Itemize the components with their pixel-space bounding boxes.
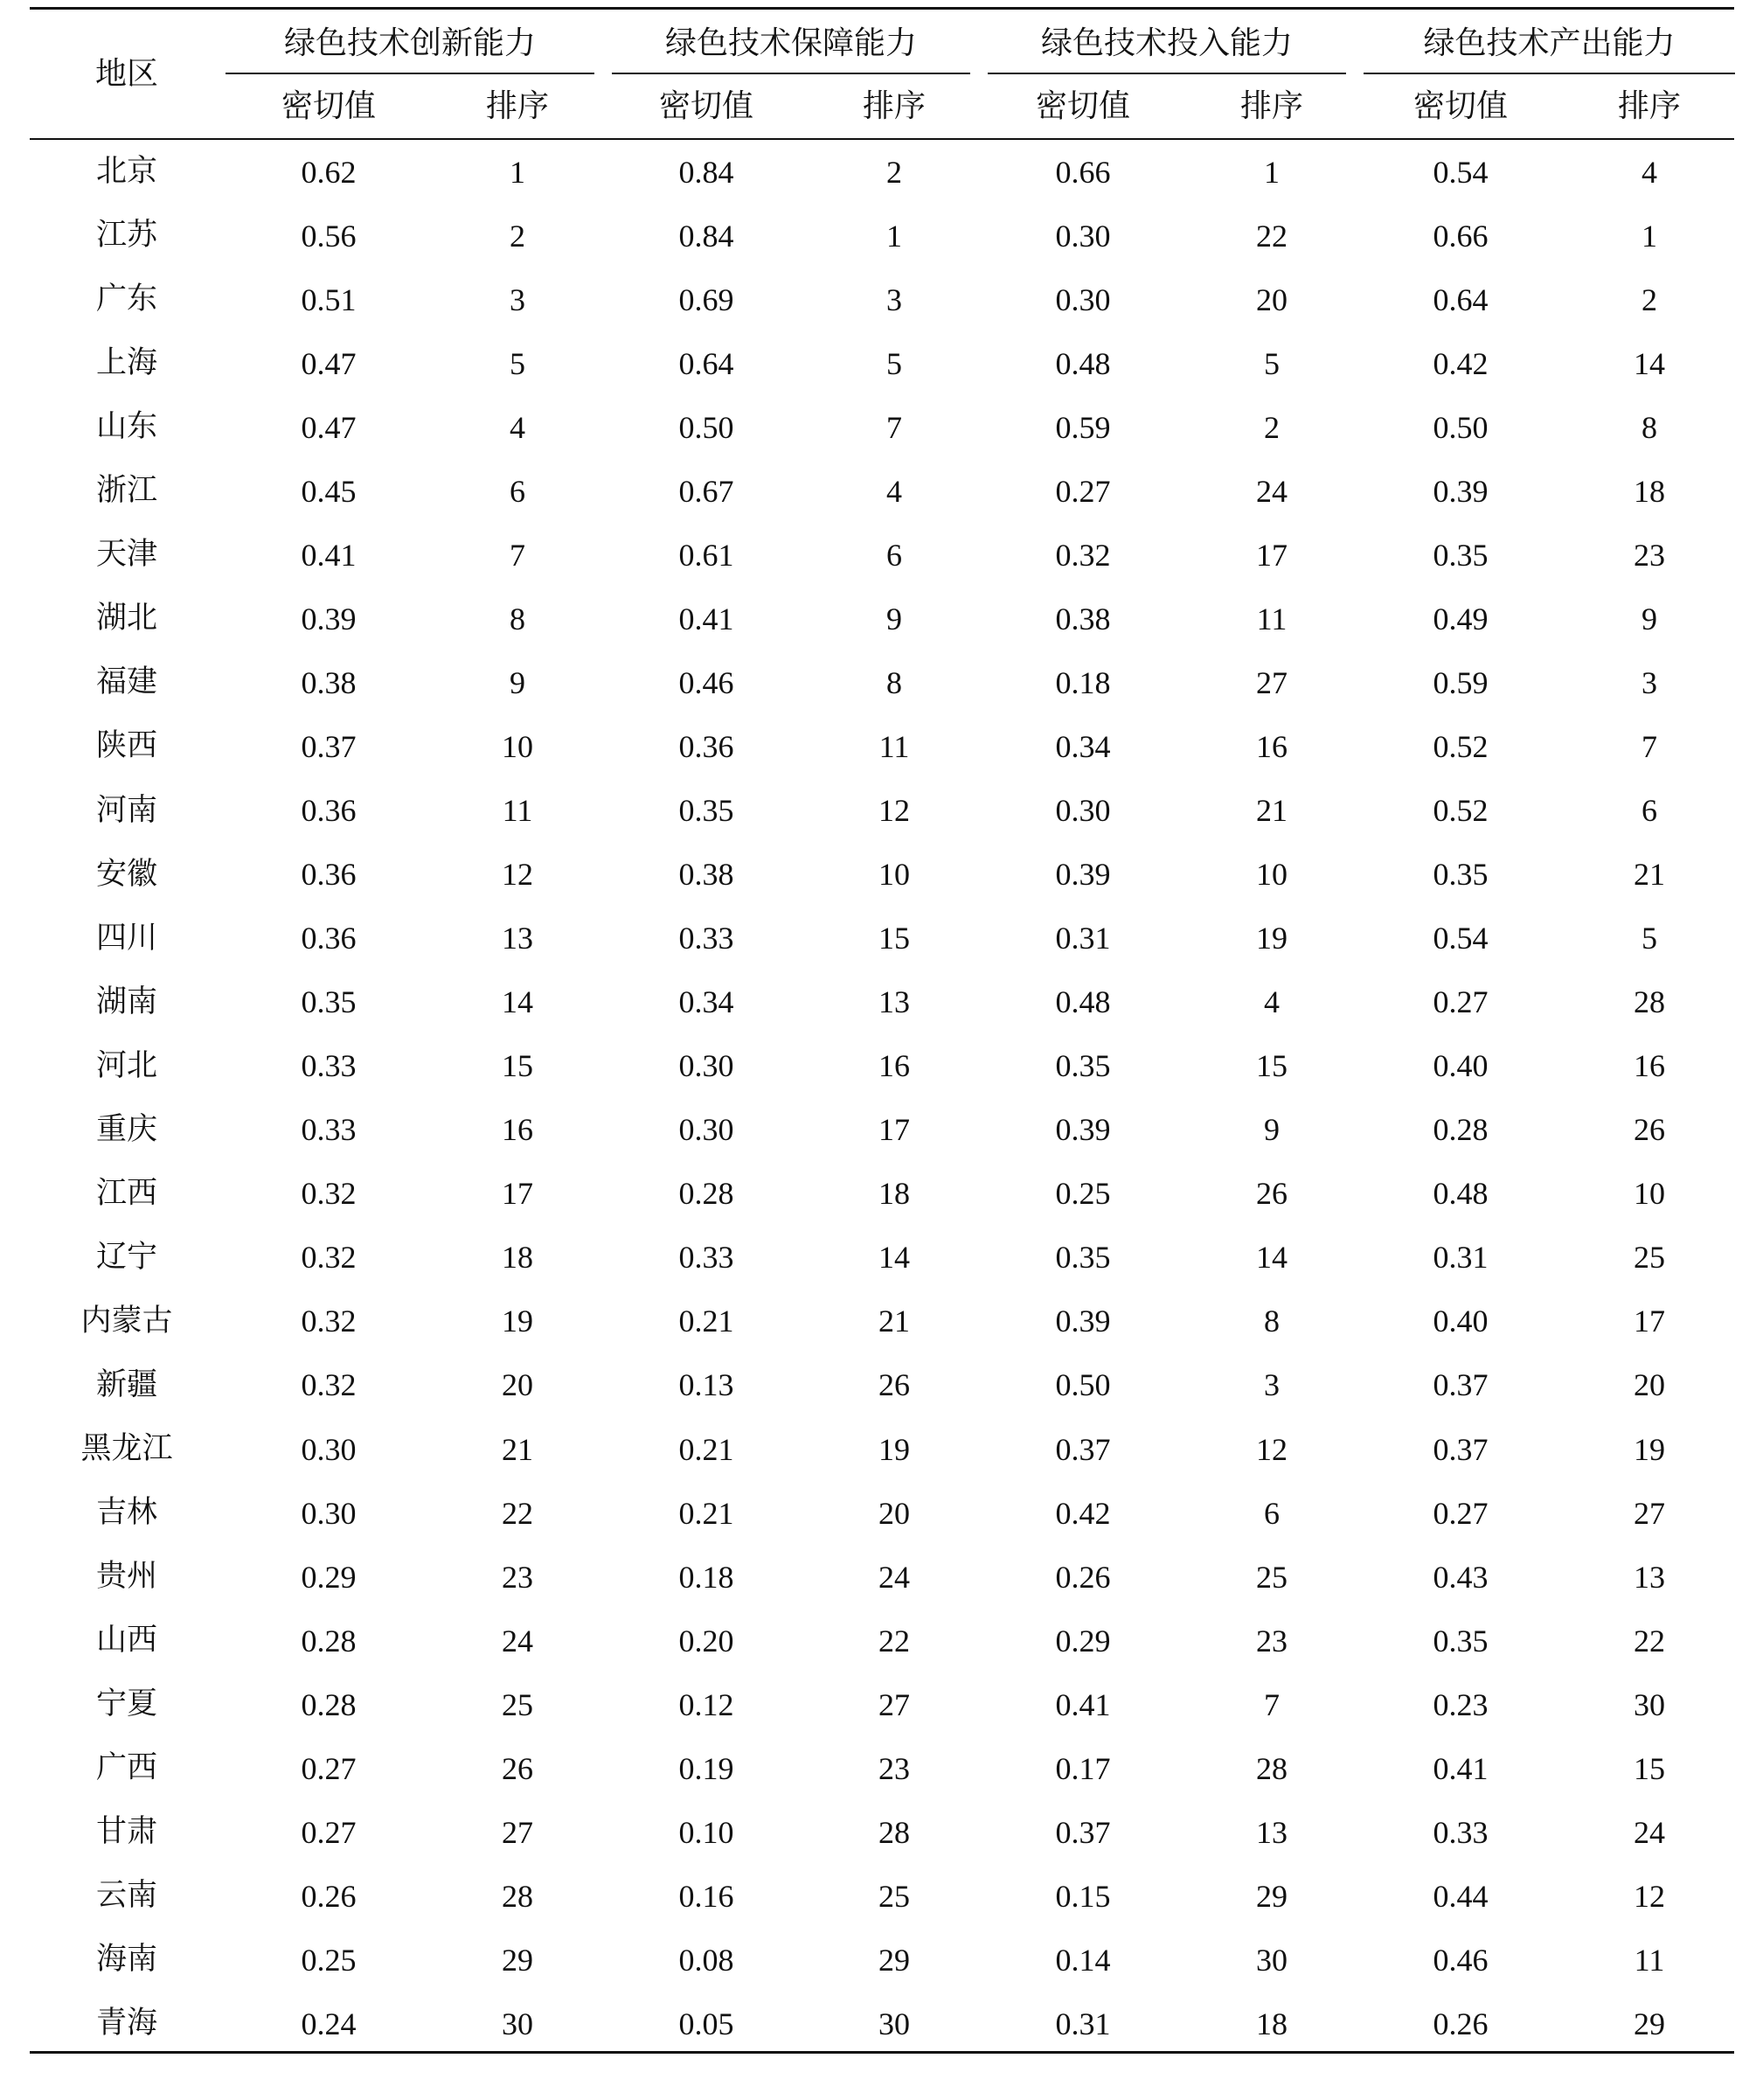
closeness-value-cell: 0.69 (678, 282, 734, 317)
rank-cell: 24 (1256, 473, 1288, 509)
rank-cell: 9 (886, 601, 902, 636)
rank-cell: 12 (502, 857, 533, 893)
rank-cell: 7 (510, 537, 525, 573)
rank-cell: 27 (1256, 664, 1288, 700)
rank-cell: 18 (1256, 2006, 1288, 2041)
region-cell: 海南 (95, 1942, 157, 1978)
rank-cell: 19 (502, 1304, 533, 1339)
closeness-value-cell: 0.35 (1433, 857, 1489, 893)
closeness-value-cell: 0.31 (1055, 921, 1111, 956)
rank-cell: 25 (1634, 1240, 1665, 1276)
closeness-value-cell: 0.36 (301, 857, 357, 893)
rank-cell: 9 (510, 664, 525, 700)
closeness-value-cell: 0.28 (678, 1176, 734, 1212)
closeness-value-cell: 0.52 (1433, 728, 1489, 764)
rank-cell: 11 (1256, 601, 1288, 636)
closeness-value-cell: 0.27 (1433, 984, 1489, 1020)
rank-cell: 21 (502, 1431, 533, 1467)
rank-cell: 20 (502, 1367, 533, 1403)
rank-cell: 21 (878, 1304, 910, 1339)
closeness-value-cell: 0.59 (1433, 664, 1489, 700)
region-cell: 湖北 (95, 601, 157, 636)
rank-cell: 29 (502, 1942, 533, 1978)
closeness-value-cell: 0.35 (1433, 1623, 1489, 1658)
rank-cell: 3 (886, 282, 902, 317)
closeness-value-cell: 0.18 (1055, 664, 1111, 700)
closeness-value-cell: 0.37 (301, 728, 357, 764)
rank-cell: 18 (502, 1240, 533, 1276)
closeness-value-cell: 0.32 (301, 1240, 357, 1276)
rank-cell: 7 (886, 409, 902, 445)
closeness-value-cell: 0.28 (1433, 1112, 1489, 1148)
closeness-value-cell: 0.37 (1433, 1431, 1489, 1467)
closeness-value-cell: 0.28 (301, 1623, 357, 1658)
closeness-value-cell: 0.27 (1433, 1495, 1489, 1531)
closeness-value-cell: 0.41 (1055, 1686, 1111, 1722)
closeness-value-cell: 0.46 (678, 664, 734, 700)
closeness-value-cell: 0.40 (1433, 1304, 1489, 1339)
rank-cell: 6 (1642, 793, 1657, 829)
closeness-value-cell: 0.37 (1055, 1431, 1111, 1467)
closeness-value-cell: 0.21 (678, 1431, 734, 1467)
closeness-value-cell: 0.39 (1055, 1112, 1111, 1148)
region-cell: 吉林 (95, 1495, 157, 1531)
closeness-value-cell: 0.47 (301, 345, 357, 381)
closeness-value-cell: 0.30 (678, 1048, 734, 1084)
rank-cell: 15 (1256, 1048, 1288, 1084)
region-cell: 山东 (95, 409, 157, 445)
rank-cell: 24 (502, 1623, 533, 1658)
closeness-value-cell: 0.30 (678, 1112, 734, 1148)
rank-cell: 3 (1642, 664, 1657, 700)
rank-cell: 22 (502, 1495, 533, 1531)
region-cell: 宁夏 (95, 1686, 157, 1722)
closeness-value-cell: 0.17 (1055, 1750, 1111, 1786)
rank-cell: 21 (1634, 857, 1665, 893)
closeness-value-cell: 0.26 (1055, 1559, 1111, 1595)
rank-cell: 4 (886, 473, 902, 509)
region-cell: 内蒙古 (80, 1303, 173, 1339)
rank-cell: 12 (1256, 1431, 1288, 1467)
group-header-rule (612, 73, 970, 74)
region-cell: 天津 (95, 537, 157, 573)
region-cell: 甘肃 (95, 1814, 157, 1850)
rank-cell: 28 (502, 1878, 533, 1914)
closeness-value-cell: 0.35 (301, 984, 357, 1020)
closeness-value-cell: 0.20 (678, 1623, 734, 1658)
rank-cell: 12 (1634, 1878, 1665, 1914)
region-cell: 福建 (95, 664, 157, 700)
rank-cell: 30 (1634, 1686, 1665, 1722)
rank-cell: 23 (502, 1559, 533, 1595)
closeness-value-cell: 0.42 (1433, 345, 1489, 381)
closeness-value-cell: 0.30 (1055, 282, 1111, 317)
closeness-value-cell: 0.46 (1433, 1942, 1489, 1978)
closeness-value-cell: 0.30 (301, 1495, 357, 1531)
closeness-value-cell: 0.48 (1055, 345, 1111, 381)
rank-cell: 10 (1256, 857, 1288, 893)
rank-cell: 7 (1264, 1686, 1280, 1722)
rank-cell: 4 (1264, 984, 1280, 1020)
region-cell: 江西 (95, 1175, 157, 1211)
region-cell: 江苏 (95, 218, 157, 254)
region-cell: 辽宁 (95, 1239, 157, 1275)
rank-cell: 12 (878, 793, 910, 829)
rank-cell: 8 (1642, 409, 1657, 445)
closeness-value-cell: 0.35 (1433, 537, 1489, 573)
closeness-value-cell: 0.43 (1433, 1559, 1489, 1595)
rank-cell: 25 (1256, 1559, 1288, 1595)
closeness-value-cell: 0.12 (678, 1686, 734, 1722)
closeness-value-cell: 0.33 (678, 921, 734, 956)
rank-cell: 3 (510, 282, 525, 317)
closeness-value-cell: 0.36 (301, 921, 357, 956)
rank-cell: 11 (878, 728, 910, 764)
rank-cell: 17 (1634, 1304, 1665, 1339)
closeness-value-cell: 0.36 (301, 793, 357, 829)
closeness-value-cell: 0.34 (1055, 728, 1111, 764)
rank-cell: 15 (1634, 1750, 1665, 1786)
group-header: 绿色技术投入能力 (1040, 25, 1293, 61)
region-column-header: 地区 (94, 56, 158, 92)
closeness-value-cell: 0.61 (678, 537, 734, 573)
closeness-value-cell: 0.30 (1055, 218, 1111, 254)
closeness-value-cell: 0.05 (678, 2006, 734, 2041)
closeness-value-cell: 0.35 (678, 793, 734, 829)
region-cell: 贵州 (95, 1559, 157, 1595)
closeness-value-cell: 0.67 (678, 473, 734, 509)
rank-cell: 16 (1256, 728, 1288, 764)
rank-cell: 2 (1264, 409, 1280, 445)
rank-cell: 20 (878, 1495, 910, 1531)
rank-cell: 5 (886, 345, 902, 381)
closeness-value-cell: 0.25 (301, 1942, 357, 1978)
table-top-rule (30, 7, 1734, 10)
region-cell: 新疆 (95, 1366, 157, 1402)
rank-cell: 30 (1256, 1942, 1288, 1978)
closeness-value-cell: 0.34 (678, 984, 734, 1020)
closeness-value-cell: 0.66 (1433, 218, 1489, 254)
closeness-value-cell: 0.19 (678, 1750, 734, 1786)
closeness-value-cell: 0.50 (1433, 409, 1489, 445)
region-cell: 重庆 (95, 1111, 157, 1147)
closeness-value-cell: 0.30 (1055, 793, 1111, 829)
rank-cell: 2 (1642, 282, 1657, 317)
rank-cell: 9 (1642, 601, 1657, 636)
group-header-rule (226, 73, 594, 74)
closeness-value-cell: 0.29 (1055, 1623, 1111, 1658)
closeness-value-cell: 0.32 (301, 1367, 357, 1403)
rank-cell: 17 (1256, 537, 1288, 573)
closeness-value-cell: 0.48 (1055, 984, 1111, 1020)
rank-header: 排序 (1617, 88, 1681, 124)
rank-cell: 10 (502, 728, 533, 764)
rank-cell: 1 (1264, 154, 1280, 190)
rank-cell: 5 (510, 345, 525, 381)
closeness-value-cell: 0.49 (1433, 601, 1489, 636)
closeness-value-cell: 0.15 (1055, 1878, 1111, 1914)
rank-cell: 2 (886, 154, 902, 190)
region-cell: 青海 (95, 2006, 157, 2041)
rank-cell: 22 (878, 1623, 910, 1658)
closeness-value-header: 密切值 (281, 88, 376, 124)
rank-cell: 8 (886, 664, 902, 700)
closeness-value-cell: 0.39 (301, 601, 357, 636)
closeness-value-cell: 0.24 (301, 2006, 357, 2041)
rank-cell: 23 (1256, 1623, 1288, 1658)
rank-cell: 24 (878, 1559, 910, 1595)
rank-cell: 27 (502, 1814, 533, 1850)
rank-cell: 26 (1256, 1176, 1288, 1212)
group-header: 绿色技术产出能力 (1423, 25, 1676, 61)
closeness-value-cell: 0.41 (1433, 1750, 1489, 1786)
closeness-value-cell: 0.31 (1433, 1240, 1489, 1276)
region-cell: 安徽 (95, 856, 157, 892)
region-cell: 陕西 (95, 728, 157, 764)
closeness-value-cell: 0.32 (301, 1304, 357, 1339)
region-cell: 北京 (95, 154, 157, 190)
rank-cell: 8 (510, 601, 525, 636)
closeness-value-cell: 0.26 (1433, 2006, 1489, 2041)
rank-cell: 3 (1264, 1367, 1280, 1403)
closeness-value-header: 密切值 (658, 88, 753, 124)
rank-cell: 14 (502, 984, 533, 1020)
rank-cell: 16 (878, 1048, 910, 1084)
region-cell: 湖南 (95, 984, 157, 1019)
closeness-value-cell: 0.62 (301, 154, 357, 190)
closeness-value-cell: 0.35 (1055, 1240, 1111, 1276)
region-cell: 四川 (95, 920, 157, 956)
closeness-value-cell: 0.30 (301, 1431, 357, 1467)
closeness-value-cell: 0.47 (301, 409, 357, 445)
closeness-value-cell: 0.52 (1433, 793, 1489, 829)
closeness-value-cell: 0.40 (1433, 1048, 1489, 1084)
rank-cell: 28 (878, 1814, 910, 1850)
closeness-value-cell: 0.31 (1055, 2006, 1111, 2041)
closeness-value-cell: 0.21 (678, 1304, 734, 1339)
rank-cell: 14 (1634, 345, 1665, 381)
closeness-value-cell: 0.41 (678, 601, 734, 636)
rank-cell: 27 (1634, 1495, 1665, 1531)
rank-cell: 19 (1634, 1431, 1665, 1467)
rank-cell: 5 (1264, 345, 1280, 381)
closeness-value-cell: 0.08 (678, 1942, 734, 1978)
group-header: 绿色技术创新能力 (283, 25, 536, 61)
closeness-value-cell: 0.45 (301, 473, 357, 509)
closeness-value-cell: 0.29 (301, 1559, 357, 1595)
closeness-value-header: 密切值 (1412, 88, 1508, 124)
closeness-value-cell: 0.64 (678, 345, 734, 381)
region-cell: 河南 (95, 792, 157, 828)
rank-cell: 21 (1256, 793, 1288, 829)
rank-cell: 8 (1264, 1304, 1280, 1339)
rank-cell: 14 (1256, 1240, 1288, 1276)
rank-cell: 29 (1634, 2006, 1665, 2041)
rank-header: 排序 (862, 88, 926, 124)
closeness-value-cell: 0.27 (301, 1814, 357, 1850)
group-header: 绿色技术保障能力 (664, 25, 917, 61)
rank-cell: 1 (1642, 218, 1657, 254)
closeness-value-cell: 0.33 (301, 1048, 357, 1084)
rank-cell: 30 (878, 2006, 910, 2041)
closeness-value-cell: 0.32 (301, 1176, 357, 1212)
rank-cell: 27 (878, 1686, 910, 1722)
rank-header: 排序 (485, 88, 549, 124)
rank-cell: 4 (1642, 154, 1657, 190)
region-cell: 黑龙江 (80, 1431, 173, 1467)
closeness-value-cell: 0.26 (301, 1878, 357, 1914)
closeness-value-cell: 0.10 (678, 1814, 734, 1850)
closeness-value-cell: 0.54 (1433, 921, 1489, 956)
rank-cell: 22 (1256, 218, 1288, 254)
group-header-rule (988, 73, 1346, 74)
rank-cell: 16 (502, 1112, 533, 1148)
closeness-value-cell: 0.84 (678, 154, 734, 190)
region-cell: 广西 (95, 1750, 157, 1786)
rank-cell: 25 (878, 1878, 910, 1914)
rank-cell: 20 (1634, 1367, 1665, 1403)
closeness-value-cell: 0.39 (1055, 1304, 1111, 1339)
rank-cell: 28 (1634, 984, 1665, 1020)
rank-cell: 11 (1634, 1942, 1665, 1978)
closeness-value-cell: 0.13 (678, 1367, 734, 1403)
rank-cell: 22 (1634, 1623, 1665, 1658)
rank-cell: 26 (1634, 1112, 1665, 1148)
closeness-value-cell: 0.44 (1433, 1878, 1489, 1914)
rank-cell: 28 (1256, 1750, 1288, 1786)
rank-cell: 17 (878, 1112, 910, 1148)
closeness-value-cell: 0.38 (1055, 601, 1111, 636)
closeness-value-cell: 0.64 (1433, 282, 1489, 317)
rank-cell: 23 (1634, 537, 1665, 573)
closeness-value-cell: 0.18 (678, 1559, 734, 1595)
closeness-value-cell: 0.39 (1055, 857, 1111, 893)
closeness-value-cell: 0.66 (1055, 154, 1111, 190)
region-cell: 山西 (95, 1623, 157, 1658)
rank-cell: 17 (502, 1176, 533, 1212)
rank-cell: 13 (502, 921, 533, 956)
rank-cell: 15 (502, 1048, 533, 1084)
rank-cell: 7 (1642, 728, 1657, 764)
rank-cell: 18 (1634, 473, 1665, 509)
closeness-value-cell: 0.38 (678, 857, 734, 893)
rank-cell: 1 (886, 218, 902, 254)
rank-cell: 10 (1634, 1176, 1665, 1212)
closeness-value-cell: 0.21 (678, 1495, 734, 1531)
closeness-value-cell: 0.33 (678, 1240, 734, 1276)
rank-cell: 2 (510, 218, 525, 254)
region-cell: 云南 (95, 1878, 157, 1914)
region-cell: 广东 (95, 282, 157, 317)
closeness-value-cell: 0.25 (1055, 1176, 1111, 1212)
closeness-value-cell: 0.54 (1433, 154, 1489, 190)
closeness-value-cell: 0.14 (1055, 1942, 1111, 1978)
closeness-value-cell: 0.16 (678, 1878, 734, 1914)
rank-cell: 19 (878, 1431, 910, 1467)
closeness-value-cell: 0.35 (1055, 1048, 1111, 1084)
rank-cell: 23 (878, 1750, 910, 1786)
rank-cell: 24 (1634, 1814, 1665, 1850)
rank-cell: 15 (878, 921, 910, 956)
closeness-value-cell: 0.27 (1055, 473, 1111, 509)
closeness-value-cell: 0.41 (301, 537, 357, 573)
rank-cell: 16 (1634, 1048, 1665, 1084)
region-cell: 河北 (95, 1047, 157, 1083)
rank-cell: 18 (878, 1176, 910, 1212)
rank-cell: 6 (510, 473, 525, 509)
closeness-value-cell: 0.42 (1055, 1495, 1111, 1531)
closeness-value-cell: 0.84 (678, 218, 734, 254)
rank-cell: 4 (510, 409, 525, 445)
rank-cell: 20 (1256, 282, 1288, 317)
closeness-value-cell: 0.37 (1055, 1814, 1111, 1850)
rank-cell: 29 (1256, 1878, 1288, 1914)
closeness-value-header: 密切值 (1035, 88, 1130, 124)
closeness-value-cell: 0.33 (301, 1112, 357, 1148)
rank-cell: 26 (878, 1367, 910, 1403)
closeness-value-cell: 0.23 (1433, 1686, 1489, 1722)
rank-cell: 1 (510, 154, 525, 190)
rank-cell: 19 (1256, 921, 1288, 956)
closeness-value-cell: 0.56 (301, 218, 357, 254)
rank-cell: 14 (878, 1240, 910, 1276)
rank-cell: 6 (1264, 1495, 1280, 1531)
rank-cell: 9 (1264, 1112, 1280, 1148)
closeness-value-cell: 0.50 (1055, 1367, 1111, 1403)
rank-cell: 5 (1642, 921, 1657, 956)
group-header-rule (1364, 73, 1735, 74)
rank-cell: 10 (878, 857, 910, 893)
closeness-value-cell: 0.36 (678, 728, 734, 764)
region-cell: 上海 (95, 345, 157, 381)
rank-cell: 13 (878, 984, 910, 1020)
closeness-value-cell: 0.38 (301, 664, 357, 700)
closeness-value-cell: 0.32 (1055, 537, 1111, 573)
rank-cell: 11 (502, 793, 533, 829)
region-cell: 浙江 (95, 473, 157, 509)
rank-cell: 6 (886, 537, 902, 573)
closeness-value-cell: 0.27 (301, 1750, 357, 1786)
closeness-value-cell: 0.59 (1055, 409, 1111, 445)
rank-header: 排序 (1239, 88, 1303, 124)
rank-cell: 13 (1256, 1814, 1288, 1850)
rank-cell: 26 (502, 1750, 533, 1786)
closeness-value-cell: 0.37 (1433, 1367, 1489, 1403)
rank-cell: 13 (1634, 1559, 1665, 1595)
closeness-value-cell: 0.39 (1433, 473, 1489, 509)
closeness-value-cell: 0.48 (1433, 1176, 1489, 1212)
closeness-value-cell: 0.50 (678, 409, 734, 445)
rank-cell: 29 (878, 1942, 910, 1978)
closeness-value-cell: 0.33 (1433, 1814, 1489, 1850)
rank-cell: 30 (502, 2006, 533, 2041)
closeness-value-cell: 0.28 (301, 1686, 357, 1722)
closeness-value-cell: 0.51 (301, 282, 357, 317)
rank-cell: 25 (502, 1686, 533, 1722)
